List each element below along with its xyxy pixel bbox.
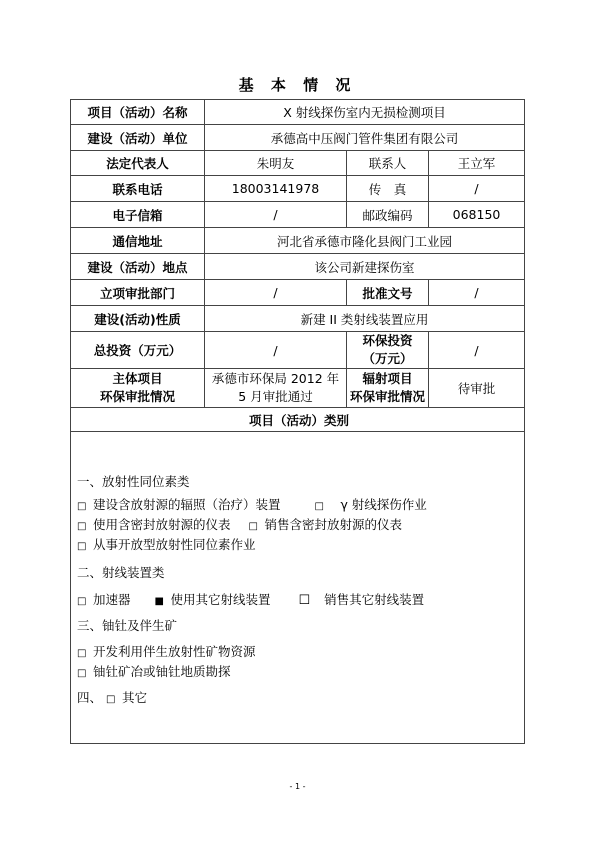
checkbox-icon[interactable]: □ (77, 521, 87, 532)
option-gamma-inspection: γ 射线探伤作业 (340, 497, 427, 512)
postcode-value: 068150 (429, 202, 525, 228)
row-category-body (71, 432, 525, 744)
checkbox-checked-icon[interactable]: ■ (154, 596, 164, 607)
row-construction-unit (71, 125, 525, 151)
legal-rep-value: 朱明友 (205, 151, 347, 176)
investment-label: 总投资（万元） (71, 332, 205, 369)
section-2-title: 二、射线装置类 (77, 565, 165, 580)
option-open-isotope-work: 从事开放型放射性同位素作业 (92, 537, 256, 552)
email-label: 电子信箱 (71, 202, 205, 228)
checkbox-icon[interactable]: □ (77, 648, 87, 659)
approval-doc-value: / (429, 280, 525, 306)
approval-doc-label: 批准文号 (347, 280, 429, 306)
option-use-sealed-source-instrument: 使用含密封放射源的仪表 (92, 517, 231, 532)
email-value: / (205, 202, 347, 228)
radiation-eia-label (347, 369, 429, 408)
option-sell-other-ray-device: 销售其它射线装置 (324, 592, 425, 607)
row-nature (71, 306, 525, 332)
option-uranium-thorium-mining: 铀钍矿冶或铀钍地质勘探 (92, 664, 231, 679)
env-investment-value: / (429, 332, 525, 369)
row-approval (71, 280, 525, 306)
checkbox-icon[interactable]: □ (248, 521, 258, 532)
approval-dept-label: 立项审批部门 (71, 280, 205, 306)
checkbox-icon[interactable]: □ (77, 541, 87, 552)
category-heading: 项目（活动）类别 (71, 408, 525, 432)
section-1-line-3 (77, 536, 518, 556)
location-value: 该公司新建探伤室 (205, 254, 525, 280)
section-3-line-2 (77, 663, 518, 683)
contact-label: 联系人 (347, 151, 429, 176)
construction-unit-label: 建设（活动）单位 (71, 125, 205, 151)
section-1-title: 一、放射性同位素类 (77, 474, 190, 489)
postcode-label: 邮政编码 (347, 202, 429, 228)
nature-value: 新建 II 类射线装置应用 (205, 306, 525, 332)
checkbox-icon[interactable]: □ (314, 501, 324, 512)
row-email (71, 202, 525, 228)
option-accelerator: 加速器 (92, 592, 131, 607)
legal-rep-label: 法定代表人 (71, 151, 205, 176)
approval-dept-value: / (205, 280, 347, 306)
row-project-name (71, 100, 525, 125)
section-4-line (77, 689, 518, 709)
phone-value: 18003141978 (205, 176, 347, 202)
phone-label: 联系电话 (71, 176, 205, 202)
main-eia-label-line1: 主体项目 (112, 371, 163, 386)
main-eia-value (205, 369, 347, 408)
checkbox-icon[interactable]: □ (77, 501, 87, 512)
env-investment-label-line2: （万元） (362, 351, 413, 366)
option-use-other-ray-device: 使用其它射线装置 (170, 592, 271, 607)
basic-info-table (70, 99, 525, 744)
option-other: 其它 (121, 690, 147, 705)
checkbox-icon[interactable]: □ (77, 668, 87, 679)
location-label: 建设（活动）地点 (71, 254, 205, 280)
option-sell-sealed-source-instrument: 销售含密封放射源的仪表 (264, 517, 402, 532)
page-title: 基 本 情 况 (238, 76, 357, 94)
section-2-line-1 (77, 591, 518, 611)
row-legal-rep (71, 151, 525, 176)
row-category-heading (71, 408, 525, 432)
row-eia (71, 369, 525, 408)
fax-label: 传 真 (347, 176, 429, 202)
checkbox-icon[interactable]: □ (106, 694, 116, 705)
main-eia-label-line2: 环保审批情况 (99, 389, 175, 404)
main-eia-label (71, 369, 205, 408)
section-1-line-2 (77, 516, 518, 536)
checkbox-icon[interactable]: ☐ (298, 593, 311, 608)
address-label: 通信地址 (71, 228, 205, 254)
project-name-label: 项目（活动）名称 (71, 100, 205, 125)
contact-value: 王立军 (429, 151, 525, 176)
section-1-line-1 (77, 496, 518, 516)
section-3-line-1 (77, 643, 518, 663)
radiation-eia-value: 待审批 (429, 369, 525, 408)
env-investment-label-line1: 环保投资 (362, 333, 413, 348)
env-investment-label (347, 332, 429, 369)
option-associated-radioactive-minerals: 开发利用伴生放射性矿物资源 (92, 644, 256, 659)
row-location (71, 254, 525, 280)
radiation-eia-label-line1: 辐射项目 (362, 371, 413, 386)
project-name-value: X 射线探伤室内无损检测项目 (205, 100, 525, 125)
row-investment (71, 332, 525, 369)
main-eia-value-line1: 承德市环保局 2012 年 (211, 371, 340, 386)
nature-label: 建设(活动)性质 (71, 306, 205, 332)
investment-value: / (205, 332, 347, 369)
option-irradiation-device: 建设含放射源的辐照（治疗）装置 (92, 497, 281, 512)
row-phone (71, 176, 525, 202)
checkbox-icon[interactable]: □ (77, 596, 87, 607)
section-4-title: 四、 (77, 690, 103, 705)
section-3-title: 三、铀钍及伴生矿 (77, 618, 178, 633)
address-value: 河北省承德市隆化县阀门工业园 (205, 228, 525, 254)
main-eia-value-line2: 5 月审批通过 (238, 389, 313, 404)
row-address (71, 228, 525, 254)
radiation-eia-label-line2: 环保审批情况 (350, 389, 426, 404)
construction-unit-value: 承德高中压阀门管件集团有限公司 (205, 125, 525, 151)
category-section (71, 432, 525, 744)
page-number: - 1 - (289, 782, 306, 791)
fax-value: / (429, 176, 525, 202)
